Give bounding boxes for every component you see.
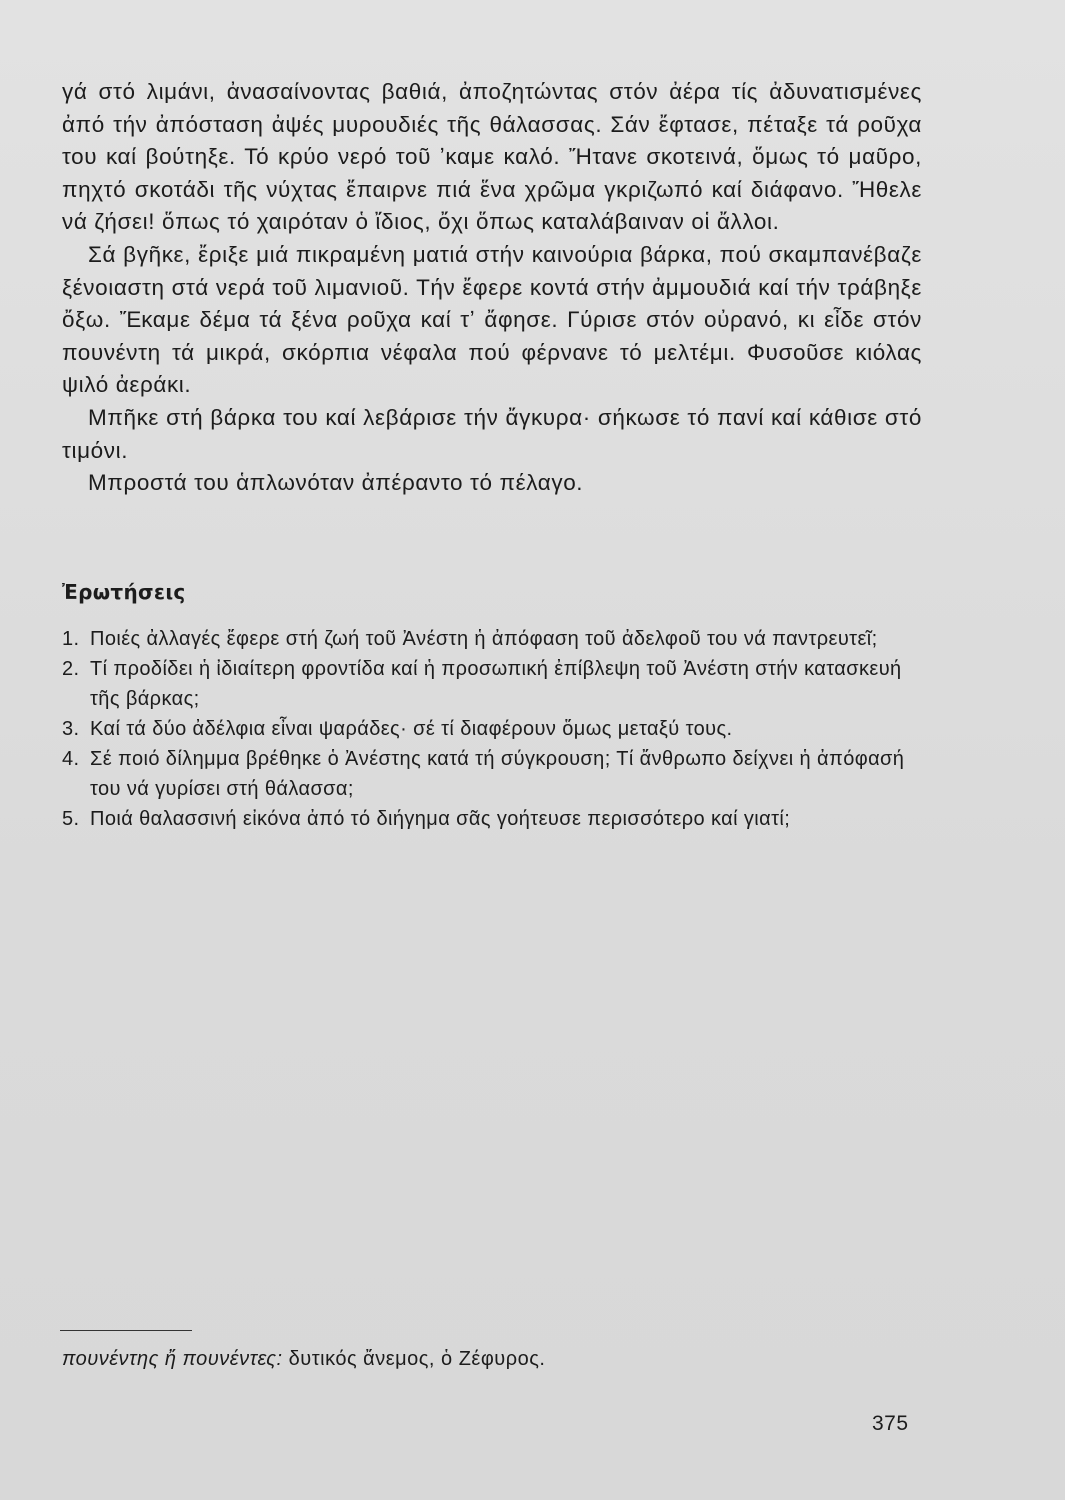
paragraph: Μπροστά του ἁπλωνόταν ἀπέραντο τό πέλαγο. [88,470,584,496]
question-item [62,624,922,654]
question-number: 3. [62,718,80,740]
question-item [62,744,922,804]
question-item [62,714,922,744]
question-number: 1. [62,628,80,650]
question-text: Ποιές ἀλλαγές ἔφερε στή ζωή τοῦ Ἀνέστη ἡ ἀπόφαση τοῦ ἀδελφοῦ του νά παντρευτεῖ; [90,628,878,650]
story-text [62,76,922,500]
question-number: 5. [62,808,80,830]
question-text: Σέ ποιό δίλημμα βρέθηκε ὁ Ἀνέστης κατά τή σύγκρουση; Τί ἄνθρωπο δείχνει ἡ ἀπόφασή του νά γυρίσει στή θάλασσα; [90,748,905,800]
question-number: 2. [62,658,80,680]
footnote-term: πουνέντης ἤ πουνέντες: [62,1348,283,1370]
question-item [62,804,922,834]
question-text: Ποιά θαλασσινή εἰκόνα ἀπό τό διήγημα σᾶς γοήτευσε περισσότερο καί γιατί; [90,808,791,830]
questions-list [62,624,922,834]
paragraph-continuation: γά στό λιμάνι, ἀνασαίνοντας βαθιά, ἀποζητώντας στόν ἀέρα τίς ἀδυνατισμένες ἀπό τήν ἀπόσταση ἀψές μυρουδιές τῆς θάλασσας. Σάν ἔφτασε, πέταξε τά ροῦχα του καί βούτηξε. Τό κρύο νερό τοῦ ʼκαμε καλό. Ἤτανε σκοτεινά, ὅμως τό μαῦρο, πηχτό σκοτάδι τῆς νύχτας ἔπαιρνε πιά ἕνα χρῶμα γκριζωπό καί διάφανο. Ἤθελε νά ζήσει! ὅπως τό χαιρόταν ὁ ἴδιος, ὄχι ὅπως καταλάβαιναν οἱ ἄλλοι. [62,79,922,235]
footnote [62,1348,545,1371]
questions-heading: Ἐρωτήσεις [62,580,186,604]
question-item [62,654,922,714]
footnote-divider [60,1330,192,1331]
paragraph: Σά βγῆκε, ἔριξε μιά πικραμένη ματιά στήν καινούρια βάρκα, πού σκαμπανέβαζε ξένοιαστη στά νερά τοῦ λιμανιοῦ. Τήν ἔφερε κοντά στήν ἀμμουδιά καί τήν τράβηξε ὄξω. Ἔκαμε δέμα τά ξένα ροῦχα καί τʼ ἄφησε. Γύρισε στόν οὐρανό, κι εἶδε στόν πουνέντη τά μικρά, σκόρπια νέφαλα πού φέρνανε τό μελτέμι. Φυσοῦσε κιόλας ψιλό ἀεράκι. [62,241,922,398]
question-number: 4. [62,748,80,770]
paragraph: Μπῆκε στή βάρκα του καί λεβάρισε τήν ἄγκυρα· σήκωσε τό πανί καί κάθισε στό τιμόνι. [62,404,922,463]
footnote-definition: δυτικός ἄνεμος, ὁ Ζέφυρος. [282,1348,546,1370]
page-number: 375 [872,1412,909,1435]
question-text: Καί τά δύο ἀδέλφια εἶναι ψαράδες· σέ τί διαφέρουν ὅμως μεταξύ τους. [90,718,733,740]
question-text: Τί προδίδει ἡ ἰδιαίτερη φροντίδα καί ἡ προσωπική ἐπίβλεψη τοῦ Ἀνέστη στήν κατασκευή τῆς βάρκας; [90,658,902,710]
